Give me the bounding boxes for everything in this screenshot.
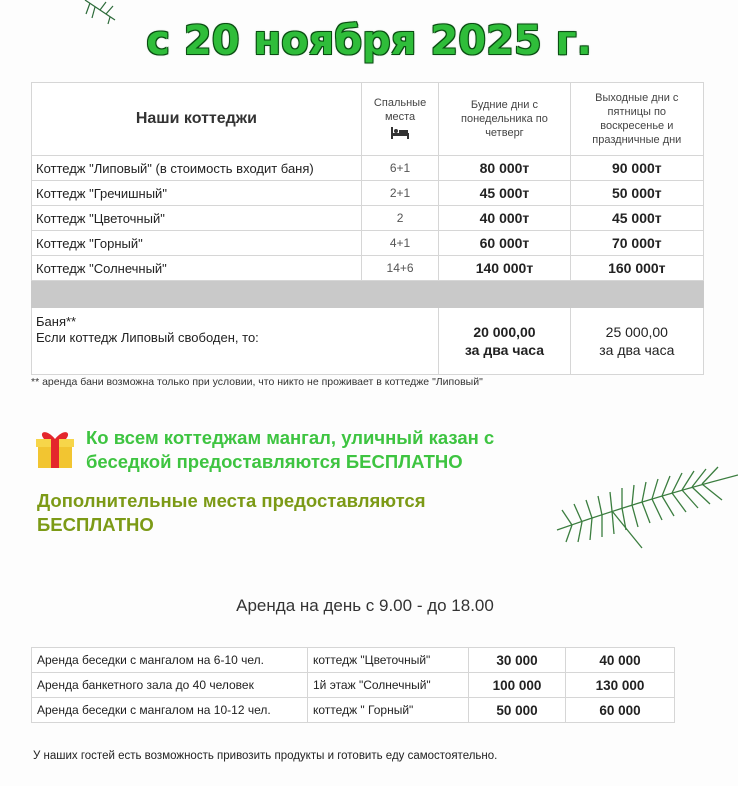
bath-weekend-price: [570, 308, 703, 375]
table-row: [32, 698, 675, 723]
separator-row: [32, 281, 704, 308]
promo-extra-places-free: Дополнительные места предоставляются БЕСПЛАТНО: [37, 490, 426, 535]
rent-weekend-price: 130 000: [566, 673, 675, 698]
cottage-weekday-price: 40 000т: [439, 206, 570, 231]
header-weekday: Будние дни с понедельника по четверг: [439, 83, 570, 156]
cottage-beds: 2: [361, 206, 438, 231]
bath-weekday-unit: за два часа: [464, 342, 544, 358]
cottage-beds: 6+1: [361, 156, 438, 181]
gift-icon: [34, 428, 76, 470]
rent-weekday-price: 100 000: [469, 673, 566, 698]
fir-branch-icon: [552, 460, 738, 560]
cottage-name: Коттедж "Липовый" (в стоимость входит баня): [32, 156, 362, 181]
rent-item-name: Аренда беседки с мангалом на 10-12 чел.: [32, 698, 308, 723]
rent-item-name: Аренда банкетного зала до 40 человек: [32, 673, 308, 698]
bath-weekend-sum: 25 000,00: [605, 324, 668, 340]
rent-item-name: Аренда беседки с мангалом на 6-10 чел.: [32, 648, 308, 673]
cottage-weekday-price: 80 000т: [439, 156, 570, 181]
table-row: [32, 673, 675, 698]
cottage-name: Коттедж "Гречишный": [32, 181, 362, 206]
self-catering-note: У наших гостей есть возможность привозить продукты и готовить еду самостоятельно.: [33, 750, 498, 762]
cottage-weekend-price: 90 000т: [570, 156, 703, 181]
cottage-weekend-price: 70 000т: [570, 231, 703, 256]
bed-icon: [391, 127, 409, 139]
cottage-weekend-price: 160 000т: [570, 256, 703, 281]
rent-item-place: коттедж "Цветочный": [308, 648, 469, 673]
rent-weekday-price: 30 000: [469, 648, 566, 673]
header-weekend: Выходные дни с пятницы по воскресенье и праздничные дни: [570, 83, 703, 156]
table-row: [32, 156, 704, 181]
page-title: с 20 ноября 2025 г.: [146, 18, 592, 64]
table-row: [32, 206, 704, 231]
rent-item-place: 1й этаж "Солнечный": [308, 673, 469, 698]
cottage-name: Коттедж "Цветочный": [32, 206, 362, 231]
rent-weekend-price: 60 000: [566, 698, 675, 723]
header-cottages: Наши коттеджи: [32, 83, 362, 156]
bath-name: [32, 308, 439, 375]
cottage-weekday-price: 45 000т: [439, 181, 570, 206]
rent-weekday-price: 50 000: [469, 698, 566, 723]
cottage-beds: 14+6: [361, 256, 438, 281]
cottage-weekend-price: 50 000т: [570, 181, 703, 206]
cottage-weekday-price: 60 000т: [439, 231, 570, 256]
rent-weekend-price: 40 000: [566, 648, 675, 673]
separator-cell: [32, 281, 704, 308]
cottages-table: [31, 82, 704, 375]
day-rent-table: [31, 647, 675, 723]
cottage-name: Коттедж "Солнечный": [32, 256, 362, 281]
bath-weekday-sum: 20 000,00: [473, 324, 536, 340]
bath-weekend-unit: за два часа: [599, 342, 675, 358]
cottage-beds: 2+1: [361, 181, 438, 206]
header-beds-label: Спальные места: [373, 96, 427, 123]
cottage-beds: 4+1: [361, 231, 438, 256]
bath-footnote: ** аренда бани возможна только при условии, что никто не проживает в коттедже "Липовый": [31, 376, 483, 388]
table-row: [32, 648, 675, 673]
bath-title: Баня**: [36, 314, 77, 329]
table-row: [32, 256, 704, 281]
table-row: [32, 181, 704, 206]
table-header-row: [32, 83, 704, 156]
day-rent-title: Аренда на день с 9.00 - до 18.00: [236, 596, 494, 615]
table-row: [32, 231, 704, 256]
cottage-weekend-price: 45 000т: [570, 206, 703, 231]
cottage-weekday-price: 140 000т: [439, 256, 570, 281]
bath-condition: Если коттедж Липовый свободен, то:: [36, 330, 259, 345]
bath-row: [32, 308, 704, 375]
promo-grill-free: Ко всем коттеджам мангал, уличный казан с беседкой предоставляются БЕСПЛАТНО: [86, 427, 495, 472]
header-beds: [361, 83, 438, 156]
cottage-name: Коттедж "Горный": [32, 231, 362, 256]
bath-weekday-price: [439, 308, 570, 375]
rent-item-place: коттедж " Горный": [308, 698, 469, 723]
